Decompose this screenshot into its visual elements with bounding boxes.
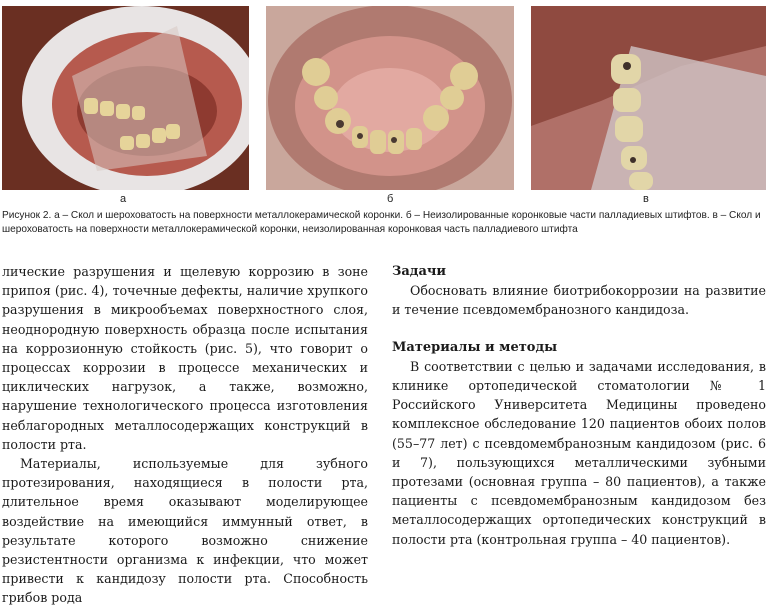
photo-b — [266, 6, 514, 190]
panel-label-a: а — [120, 193, 127, 205]
photo-c — [531, 6, 766, 190]
panel-label-b: б — [387, 193, 394, 205]
panel-label-c: в — [643, 193, 649, 205]
left-column — [2, 262, 368, 608]
left-paragraph-2: Материалы, используемые для зубного протезирования, находящиеся в полости рта, длительное время оказывают моделирующее воздействие на имеющийся иммунный ответ, в результате которого возможно снижение резистентности организма к инфекции, что может привести к кандидозу полости рта. Способность грибов рода — [2, 456, 368, 606]
right-column — [392, 262, 766, 549]
methods-paragraph: В соответствии с целью и задачами исследования, в клинике ортопедической стоматологии № 1 Российского Университета Медицины проведено комплексное обследование 120 пациентов обоих полов (55–77 лет) с псевдомембранозным кандидозом (рис. 6 и 7), пользующихся металлическими зубными протезами (основная группа – 80 пациентов), а также пациенты с псевдомембранозным кандидозом без металлосодержащих ортопедических конструкций в полости рта (контрольная группа – 40 пациентов). — [392, 358, 766, 547]
left-paragraph-1: лические разрушения и щелевую коррозию в зоне припоя (рис. 4), точечные дефекты, наличие хрупкого разрушения в микрообъемах поверхностного слоя, неоднородную поверхность образца после испытания на коррозионную стойкость (рис. 5), что говорит о процессах коррозии в процессе механических и циклических нагрузок, а также, возможно, нарушение технологического процесса изготовления неблагородных металлосодержащих конструкций в полости рта. — [2, 264, 368, 452]
section-heading-tasks: Задачи — [392, 264, 447, 279]
tasks-paragraph: Обосновать влияние биотрибокоррозии на развитие и течение псевдомембранозного кандидоза. — [392, 283, 766, 318]
photo-a — [2, 6, 249, 190]
figure-caption: Рисунок 2. а – Скол и шероховатость на поверхности металлокерамической коронки. б – Неизолированные коронковые части палладиевых штифтов. в – Скол и шероховатость на поверхности металлокерамической коронки, неизолированная коронковая часть палладиевого штифта — [2, 210, 761, 235]
section-heading-methods: Материалы и методы — [392, 339, 558, 355]
